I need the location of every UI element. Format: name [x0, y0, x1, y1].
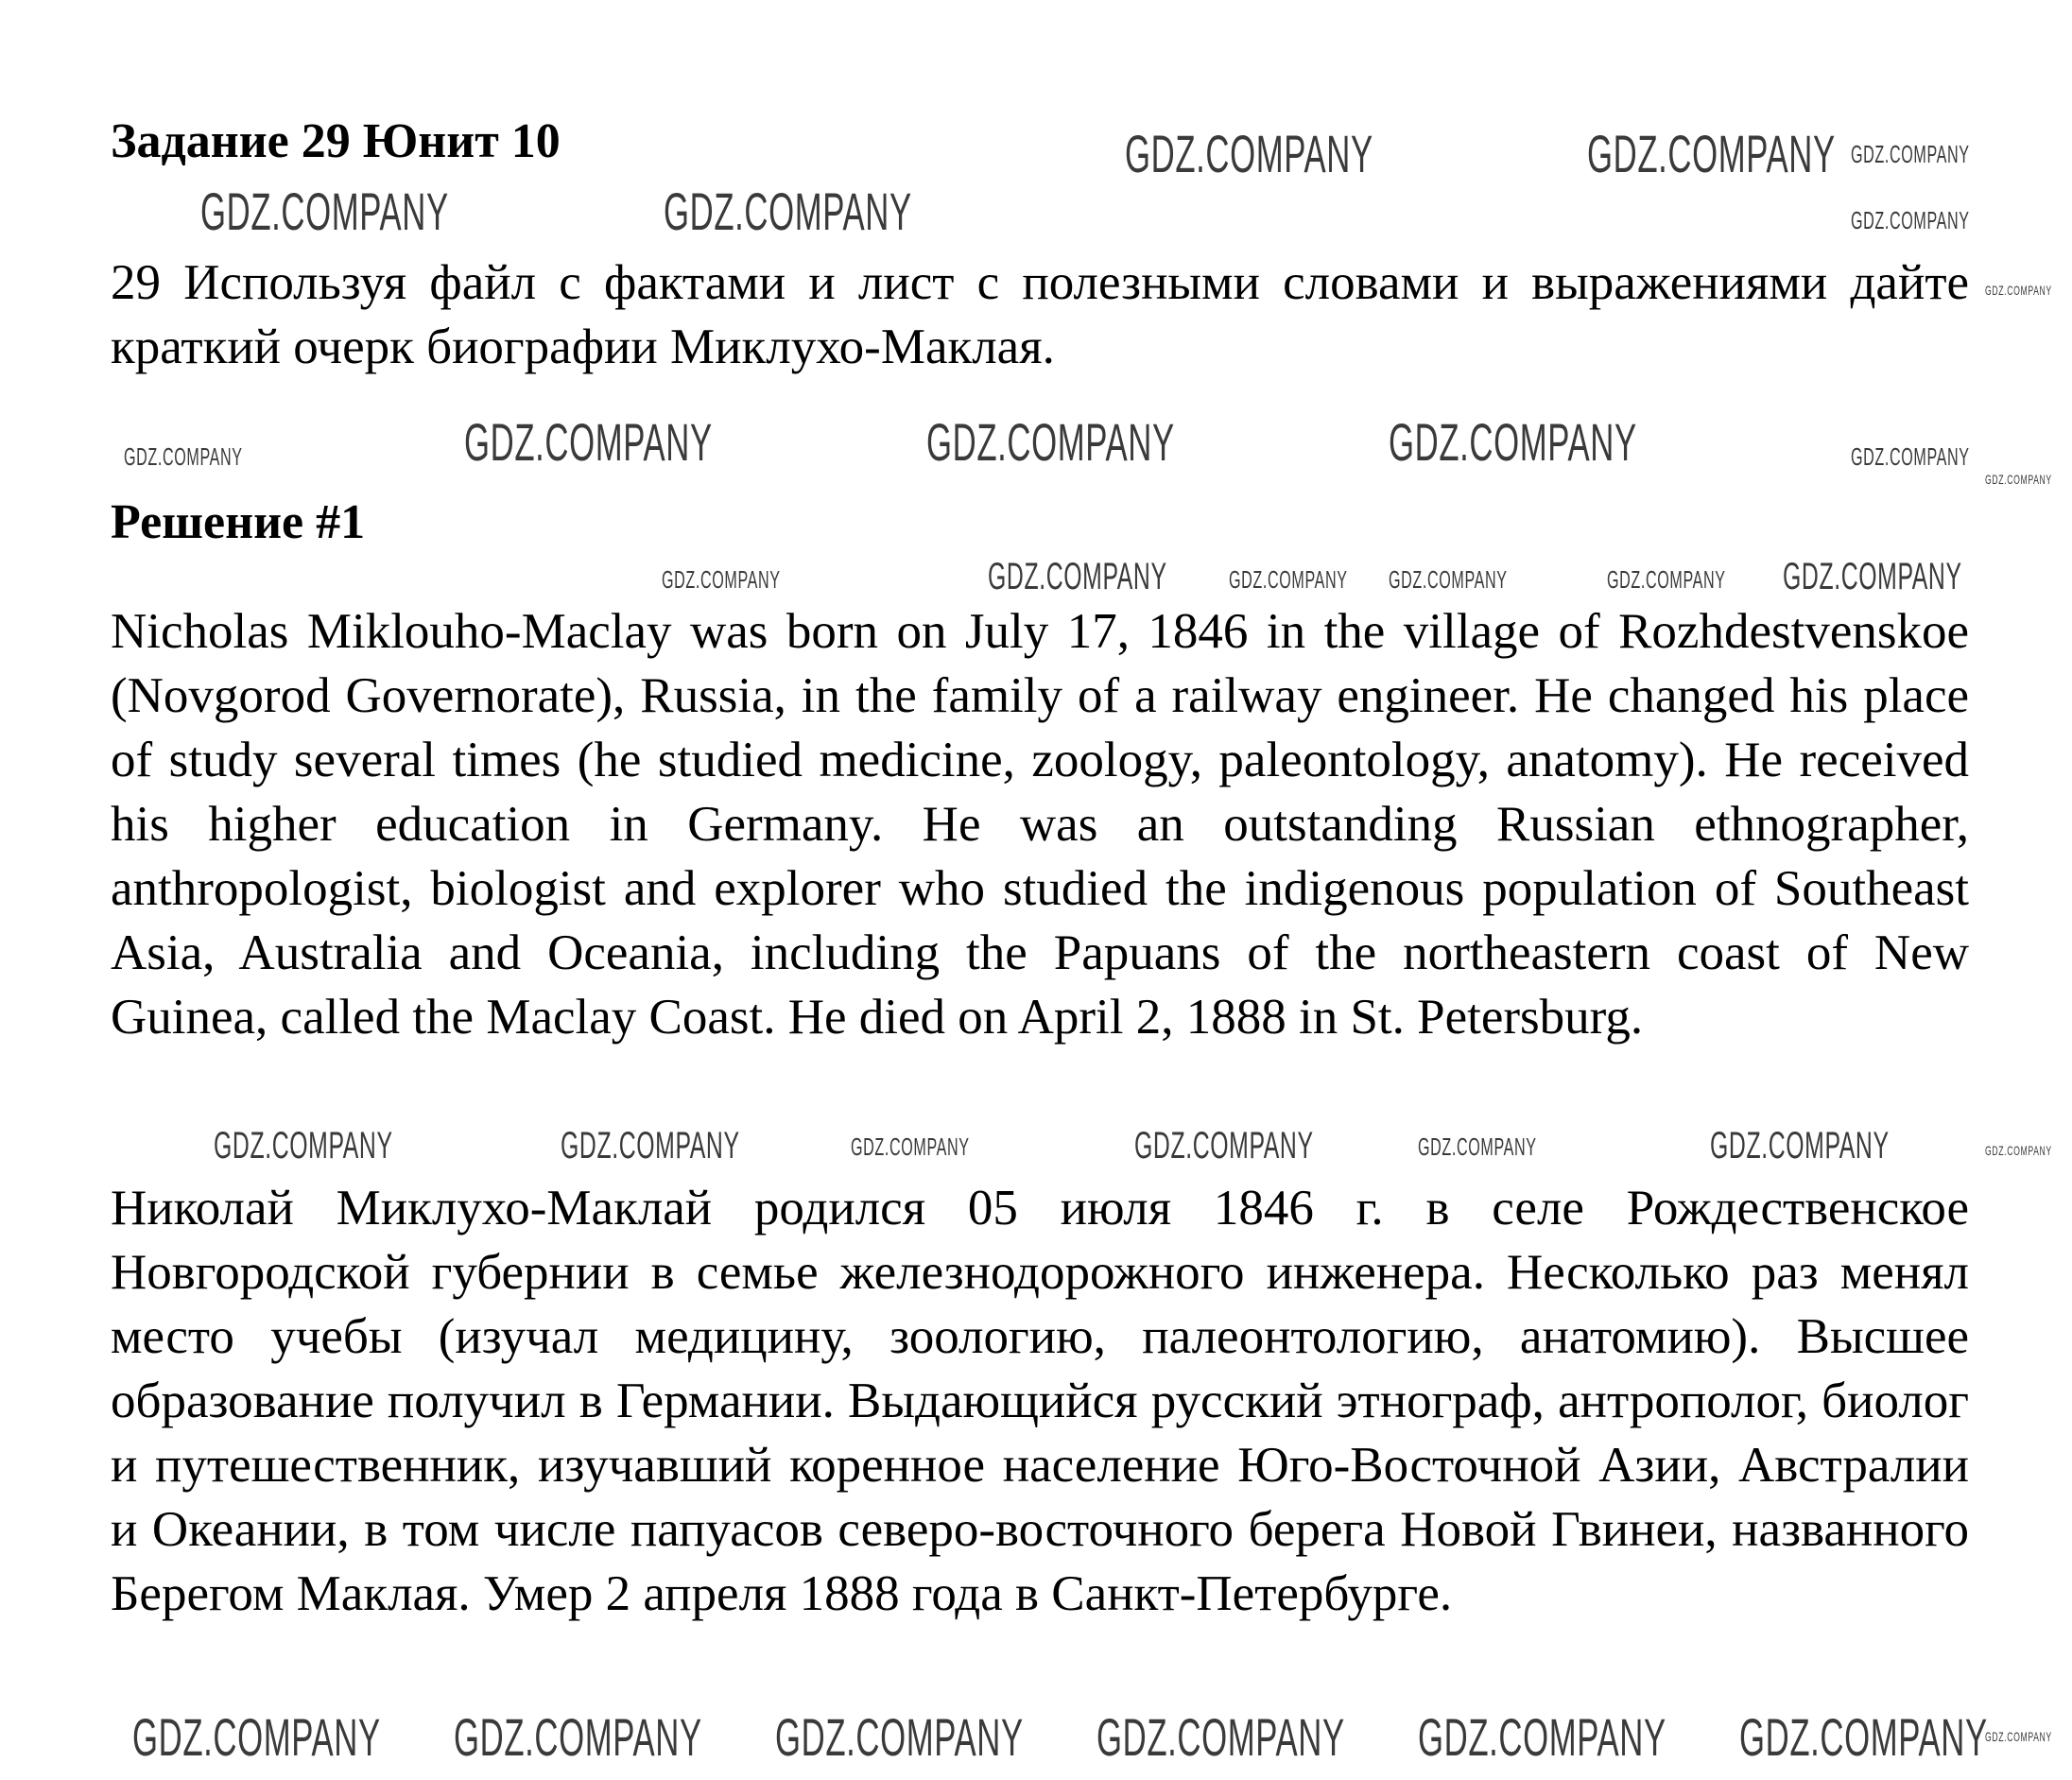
- task-text: 29 Используя файл с фактами и лист с полезными словами и выражениями дайте краткий очерк биографии Миклухо-Маклая.: [111, 255, 1969, 374]
- english-paragraph: Nicholas Miklouho-Maclay was born on July 17, 1846 in the village of Rozhdestvenskoe (Novgorod Governorate), Russia, in the family of a railway engineer. He changed his place of study several times (he studied medicine, zoology, paleontology, anatomy). He received his higher education in Germany. He was an outstanding Russian ethnographer, anthropologist, biologist and explorer who studied the indigenous population of Southeast Asia, Australia and Oceania, including the Papuans of the northeastern coast of New Guinea, called the Maclay Coast. He died on April 2, 1888 in St. Petersburg.: [111, 604, 1969, 1045]
- watermark: GDZ.COMPANY: [464, 412, 713, 472]
- watermark: GDZ.COMPANY: [1134, 1125, 1314, 1167]
- watermark: GDZ.COMPANY: [664, 181, 912, 241]
- watermark: GDZ.COMPANY: [124, 442, 243, 471]
- watermark: GDZ.COMPANY: [1587, 124, 1836, 183]
- watermark: GDZ.COMPANY: [200, 181, 449, 241]
- russian-paragraph: Николай Миклухо-Маклай родился 05 июля 1846 г. в селе Рождественское Новгородской губернии в семье железнодорожного инженера. Несколько раз менял место учебы (изучал медицину, зоологию, палеонтологию, анатомию). Высшее образование получил в Германии. Выдающийся русский этнограф, антрополог, биолог и путешественник, изучавший коренное население Юго-Восточной Азии, Австралии и Океании, в том числе папуасов северо-восточного берега Новой Гвинеи, названного Берегом Маклая. Умер 2 апреля 1888 года в Санкт-Петербурге.: [111, 1181, 1969, 1621]
- watermark: GDZ.COMPANY: [775, 1707, 1024, 1767]
- watermark: GDZ.COMPANY: [1985, 472, 2052, 487]
- watermark: GDZ.COMPANY: [926, 412, 1175, 472]
- watermark: GDZ.COMPANY: [1389, 412, 1637, 472]
- watermark: GDZ.COMPANY: [662, 565, 781, 594]
- watermark: GDZ.COMPANY: [1710, 1125, 1890, 1167]
- watermark: GDZ.COMPANY: [1739, 1707, 1988, 1767]
- watermark: GDZ.COMPANY: [1418, 1132, 1537, 1161]
- watermark: GDZ.COMPANY: [454, 1707, 702, 1767]
- watermark: GDZ.COMPANY: [214, 1125, 393, 1167]
- watermark: GDZ.COMPANY: [1985, 283, 2052, 298]
- watermark: GDZ.COMPANY: [1851, 442, 1970, 471]
- watermark: GDZ.COMPANY: [1851, 206, 1970, 234]
- watermark: GDZ.COMPANY: [1783, 556, 1962, 597]
- watermark: GDZ.COMPANY: [1125, 124, 1373, 183]
- page-title: Задание 29 Юнит 10: [111, 114, 561, 168]
- solution-heading: Решение #1: [111, 495, 366, 549]
- watermark: GDZ.COMPANY: [561, 1125, 740, 1167]
- watermark: GDZ.COMPANY: [1229, 565, 1348, 594]
- watermark: GDZ.COMPANY: [1985, 1729, 2052, 1744]
- watermark: GDZ.COMPANY: [1985, 1143, 2052, 1158]
- watermark: GDZ.COMPANY: [851, 1132, 970, 1161]
- watermark: GDZ.COMPANY: [1607, 565, 1726, 594]
- watermark: GDZ.COMPANY: [988, 556, 1167, 597]
- watermark: GDZ.COMPANY: [132, 1707, 381, 1767]
- watermark: GDZ.COMPANY: [1418, 1707, 1666, 1767]
- watermark: GDZ.COMPANY: [1851, 140, 1970, 168]
- watermark: GDZ.COMPANY: [1389, 565, 1508, 594]
- watermark: GDZ.COMPANY: [1096, 1707, 1345, 1767]
